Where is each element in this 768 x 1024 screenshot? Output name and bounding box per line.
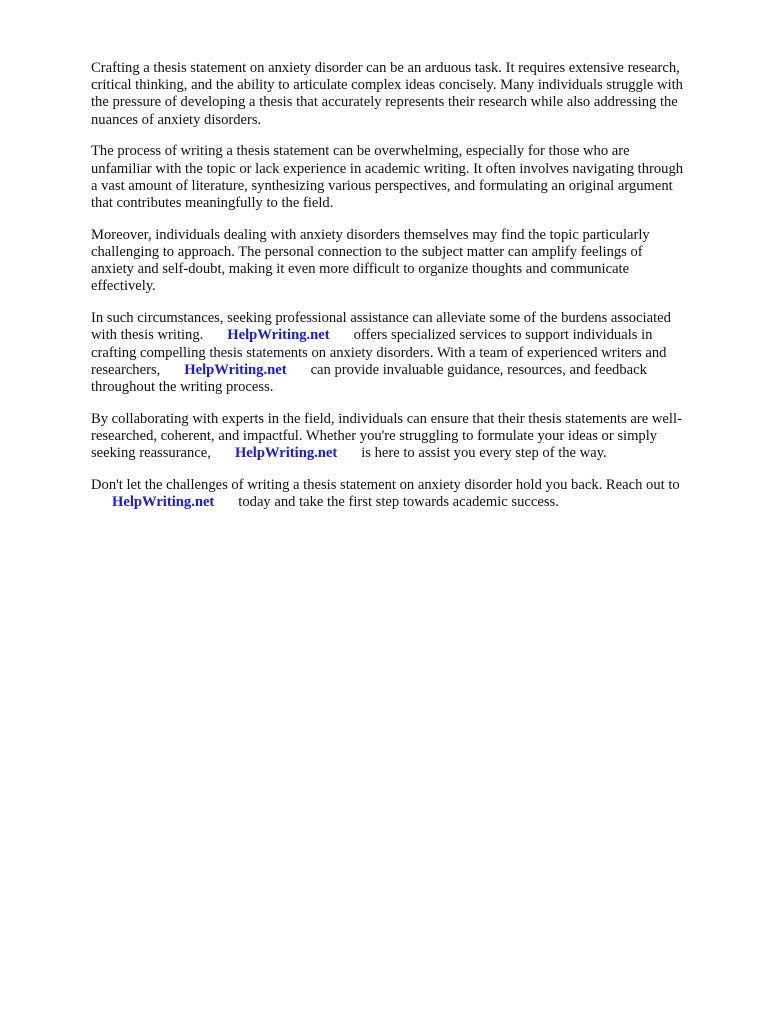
text-line: unfamiliar with the topic or lack experience in academic writing. It often involves navigating through <box>91 160 684 177</box>
text-segment: today and take the first step towards academic success. <box>238 494 559 511</box>
text-line <box>91 327 727 344</box>
text-segment: is here to assist you every step of the way. <box>361 445 607 462</box>
text-line: nuances of anxiety disorders. <box>91 111 262 128</box>
text-line: challenging to approach. The personal connection to the subject matter can amplify feelings of <box>91 244 643 261</box>
paragraph-4 <box>91 310 727 396</box>
text-line <box>91 362 727 379</box>
text-line: The process of writing a thesis statement can be overwhelming, especially for those who are <box>91 143 630 160</box>
helpwriting-link[interactable]: HelpWriting.net <box>112 494 215 511</box>
text-line: throughout the writing process. <box>91 379 274 396</box>
document-body <box>91 60 727 526</box>
paragraph-5 <box>91 411 727 463</box>
text-segment: with thesis writing. <box>91 327 204 344</box>
text-line: crafting compelling thesis statements on anxiety disorders. With a team of experienced writers and <box>91 344 667 361</box>
text-line: anxiety and self-doubt, making it even more difficult to organize thoughts and communicate <box>91 261 630 278</box>
text-line: Crafting a thesis statement on anxiety disorder can be an arduous task. It requires extensive research, <box>91 60 680 76</box>
paragraph-6 <box>91 477 727 511</box>
helpwriting-link[interactable]: HelpWriting.net <box>234 445 338 462</box>
paragraph-2 <box>91 143 727 212</box>
text-line: In such circumstances, seeking professional assistance can alleviate some of the burdens associated <box>91 310 671 327</box>
text-line: a vast amount of literature, synthesizing various perspectives, and formulating an original argument <box>91 177 673 194</box>
text-line <box>91 445 727 462</box>
text-line <box>91 494 727 511</box>
text-line: Don't let the challenges of writing a thesis statement on anxiety disorder hold you back. Reach out to <box>91 477 680 494</box>
paragraph-3 <box>91 227 727 296</box>
paragraph-1 <box>91 60 727 129</box>
text-segment: researchers, <box>91 361 161 378</box>
text-line: the pressure of developing a thesis that accurately represents their research while also addressing the <box>91 94 678 111</box>
text-line: that contributes meaningfully to the field. <box>91 195 334 212</box>
helpwriting-link[interactable]: HelpWriting.net <box>184 361 287 378</box>
text-segment: can provide invaluable guidance, resources, and feedback <box>310 361 647 378</box>
text-line: Moreover, individuals dealing with anxiety disorders themselves may find the topic particularly <box>91 226 650 243</box>
text-line: researched, coherent, and impactful. Whether you're struggling to formulate your ideas or simply <box>91 428 658 445</box>
text-segment: offers specialized services to support individuals in <box>353 327 653 344</box>
text-line: critical thinking, and the ability to articulate complex ideas concisely. Many individuals struggle with <box>91 77 683 94</box>
text-line: effectively. <box>91 278 156 295</box>
helpwriting-link[interactable]: HelpWriting.net <box>227 327 330 344</box>
text-line: By collaborating with experts in the field, individuals can ensure that their thesis statements are well- <box>91 410 682 427</box>
text-segment: seeking reassurance, <box>91 445 211 462</box>
